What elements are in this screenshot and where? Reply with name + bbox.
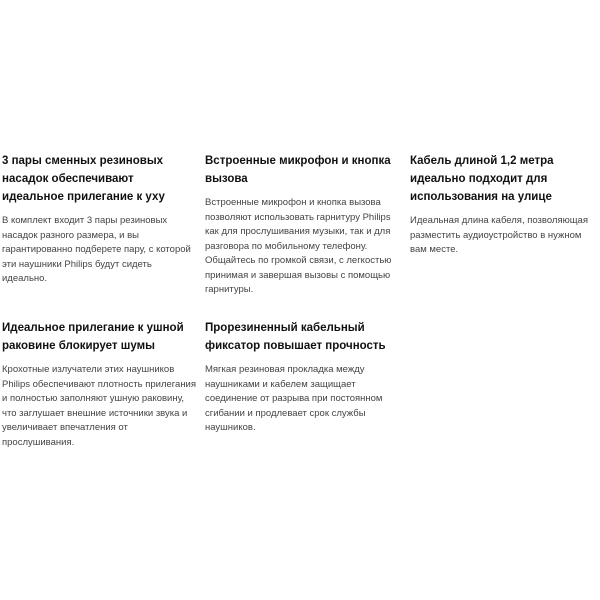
feature-description: Идеальная длина кабеля, позволяющая разместить аудиоустройство в нужном вам месте. — [410, 215, 588, 255]
feature-title: Прорезиненный кабельный фиксатор повышает прочность — [205, 322, 386, 352]
feature-block-ear-tips — [2, 152, 197, 287]
feature-description: Крохотные излучатели этих наушников Philips обеспечивают плотность прилегания и полностью заполняют ушную раковину, что заглушает внешние источники звука и увеличивает впечатления от прослушивания. — [2, 364, 197, 448]
feature-block-noise-isolation — [2, 319, 197, 450]
feature-block-cable-strain-relief — [205, 319, 400, 436]
feature-title: Кабель длиной 1,2 метра идеально подходит для использования на улице — [410, 155, 554, 203]
feature-description: В комплект входит 3 пары резиновых насадок разного размера, и вы гарантированно подберете пару, с которой эти наушники Philips будут сидеть идеально. — [2, 215, 191, 284]
feature-block-cable-length — [410, 152, 600, 258]
feature-title: Идеальное прилегание к ушной раковине блокирует шумы — [2, 322, 184, 352]
feature-description: Мягкая резиновая прокладка между наушниками и кабелем защищает соединение от разрыва при постоянном сгибании и продлевает срок службы наушников. — [205, 364, 383, 433]
feature-title: Встроенные микрофон и кнопка вызова — [205, 155, 391, 185]
feature-block-microphone — [205, 152, 400, 298]
feature-title: 3 пары сменных резиновых насадок обеспечивают идеальное прилегание к уху — [2, 155, 165, 203]
feature-description: Встроенные микрофон и кнопка вызова позволяют использовать гарнитуру Philips как для прослушивания музыки, так и для разговора по мобильному телефону. Общайтесь по громкой связи, с легкостью принимая и завершая вызовы с помощью гарнитуры. — [205, 197, 392, 295]
